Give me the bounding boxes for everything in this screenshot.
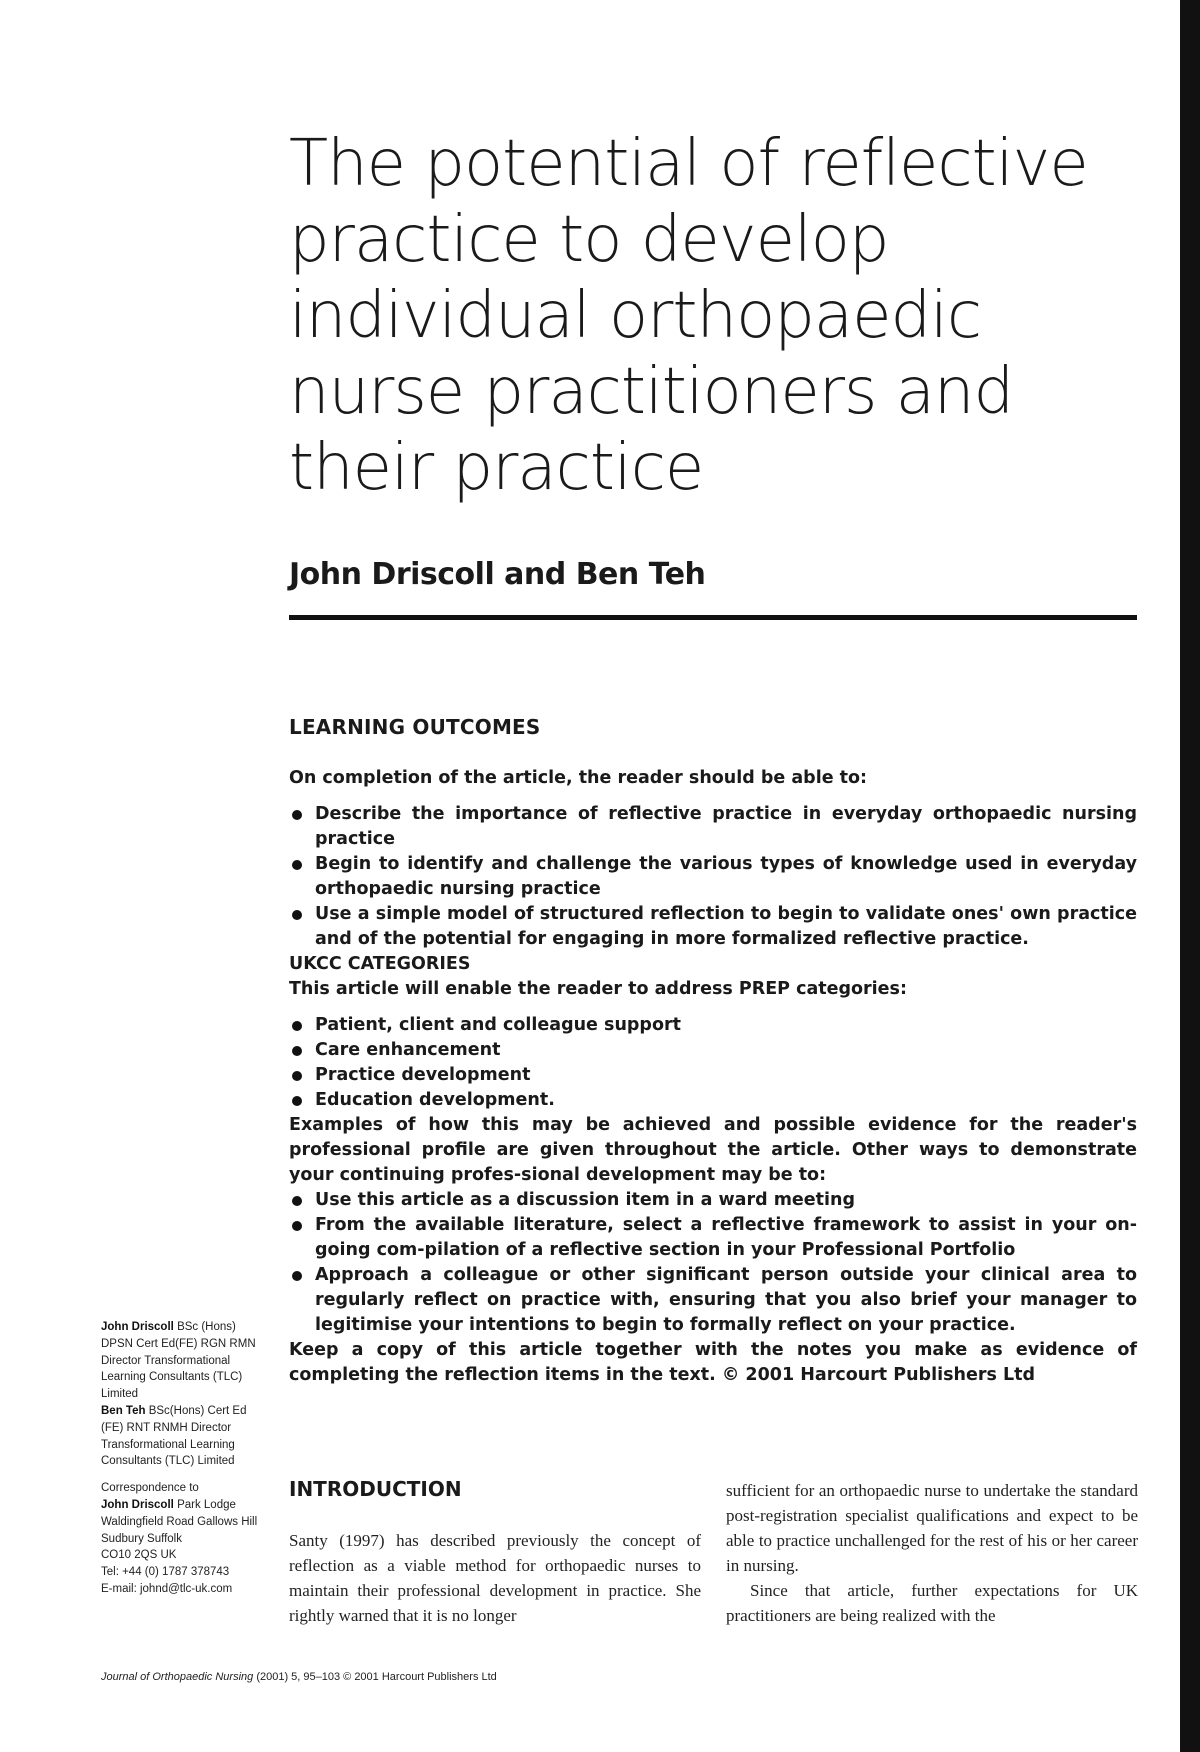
ukcc-heading: UKCC CATEGORIES	[289, 954, 471, 974]
author-1-credentials: BSc (Hons) DPSN Cert Ed(FE) RGN RMN Director Transformational Learning Consultants (TLC) Limited	[101, 1321, 256, 1401]
author-1-name: John Driscoll	[101, 1321, 174, 1333]
article-title: The potential of reflective practice to develop individual orthopaedic nurse practitioners and their practice	[289, 127, 1088, 505]
page-footer	[101, 1670, 497, 1684]
intro-paragraph-2: Since that article, further expectations for UK practitioners are being realized with the	[726, 1581, 1138, 1625]
list-item: Approach a colleague or other significant person outside your clinical area to regularly reflect on practice with, ensuring that you also brief your manager to legitimise your intentions to begin to formally reflect on your practice.	[289, 1263, 1137, 1338]
author-1-info	[101, 1319, 261, 1403]
body-column-left	[289, 1528, 701, 1628]
journal-citation: (2001) 5, 95–103 © 2001 Harcourt Publishers Ltd	[256, 1671, 497, 1683]
list-item: Practice development	[289, 1063, 1137, 1088]
article-authors: John Driscoll and Ben Teh	[289, 557, 706, 592]
list-item: Describe the importance of reflective practice in everyday orthopaedic nursing practice	[289, 802, 1137, 852]
list-item: Begin to identify and challenge the various types of knowledge used in everyday orthopaedic nursing practice	[289, 852, 1137, 902]
learning-box	[289, 712, 1137, 1388]
journal-name: Journal of Orthopaedic Nursing	[101, 1671, 254, 1683]
learning-outcomes-heading: LEARNING OUTCOMES	[289, 715, 541, 739]
correspondence-telephone: Tel: +44 (0) 1787 378743	[101, 1566, 230, 1579]
examples-paragraph: Examples of how this may be achieved and possible evidence for the reader's professional profile are given throughout the article. Other ways to demonstrate your continuing profes-sional development may be to:	[289, 1115, 1137, 1185]
list-item: Use a simple model of structured reflection to begin to validate ones' own practice and of the potential for engaging in more formalized reflective practice.	[289, 902, 1137, 952]
ukcc-categories-list	[289, 1013, 1137, 1113]
title-divider	[289, 615, 1137, 620]
learning-outcomes-lead: On completion of the article, the reader should be able to:	[289, 768, 868, 788]
author-2-credentials: BSc(Hons) Cert Ed (FE) RNT RNMH Director Transformational Learning Consultants (TLC) Limited	[101, 1404, 247, 1468]
development-ways-list	[289, 1188, 1137, 1338]
intro-paragraph-continued: sufficient for an orthopaedic nurse to undertake the standard post-registration specialist qualifications and expect to be able to practice unchallenged for the rest of his or her career in nursing.	[726, 1481, 1138, 1575]
correspondence-email: E-mail: johnd@tlc-uk.com	[101, 1582, 233, 1595]
correspondence-label: Correspondence to	[101, 1482, 199, 1495]
list-item: From the available literature, select a reflective framework to assist in your on-going com-pilation of a reflective section in your Professional Portfolio	[289, 1213, 1137, 1263]
keep-copy-paragraph: Keep a copy of this article together with the notes you make as evidence of completing the reflection items in the text. © 2001 Harcourt Publishers Ltd	[289, 1340, 1137, 1385]
list-item: Care enhancement	[289, 1038, 1137, 1063]
introduction-heading: INTRODUCTION	[289, 1477, 462, 1501]
page-edge-bar	[1180, 0, 1200, 1752]
list-item: Patient, client and colleague support	[289, 1013, 1137, 1038]
author-info-sidebar	[101, 1319, 261, 1598]
learning-outcomes-list	[289, 802, 1137, 952]
list-item: Education development.	[289, 1088, 1137, 1113]
ukcc-lead: This article will enable the reader to address PREP categories:	[289, 979, 907, 999]
author-2-name: Ben Teh	[101, 1404, 146, 1417]
correspondence-address	[101, 1497, 261, 1547]
correspondence-postcode: CO10 2QS UK	[101, 1549, 177, 1562]
body-column-right	[726, 1478, 1138, 1628]
correspondence-name: John Driscoll	[101, 1498, 174, 1511]
correspondence-street: Park Lodge Waldingfield Road Gallows Hill Sudbury Suffolk	[101, 1498, 258, 1545]
intro-paragraph: Santy (1997) has described previously the concept of reflection as a viable method for orthopaedic nurses to maintain their professional development in practice. She rightly warned that it is no longer	[289, 1531, 701, 1625]
author-2-info	[101, 1403, 261, 1470]
list-item: Use this article as a discussion item in a ward meeting	[289, 1188, 1137, 1213]
